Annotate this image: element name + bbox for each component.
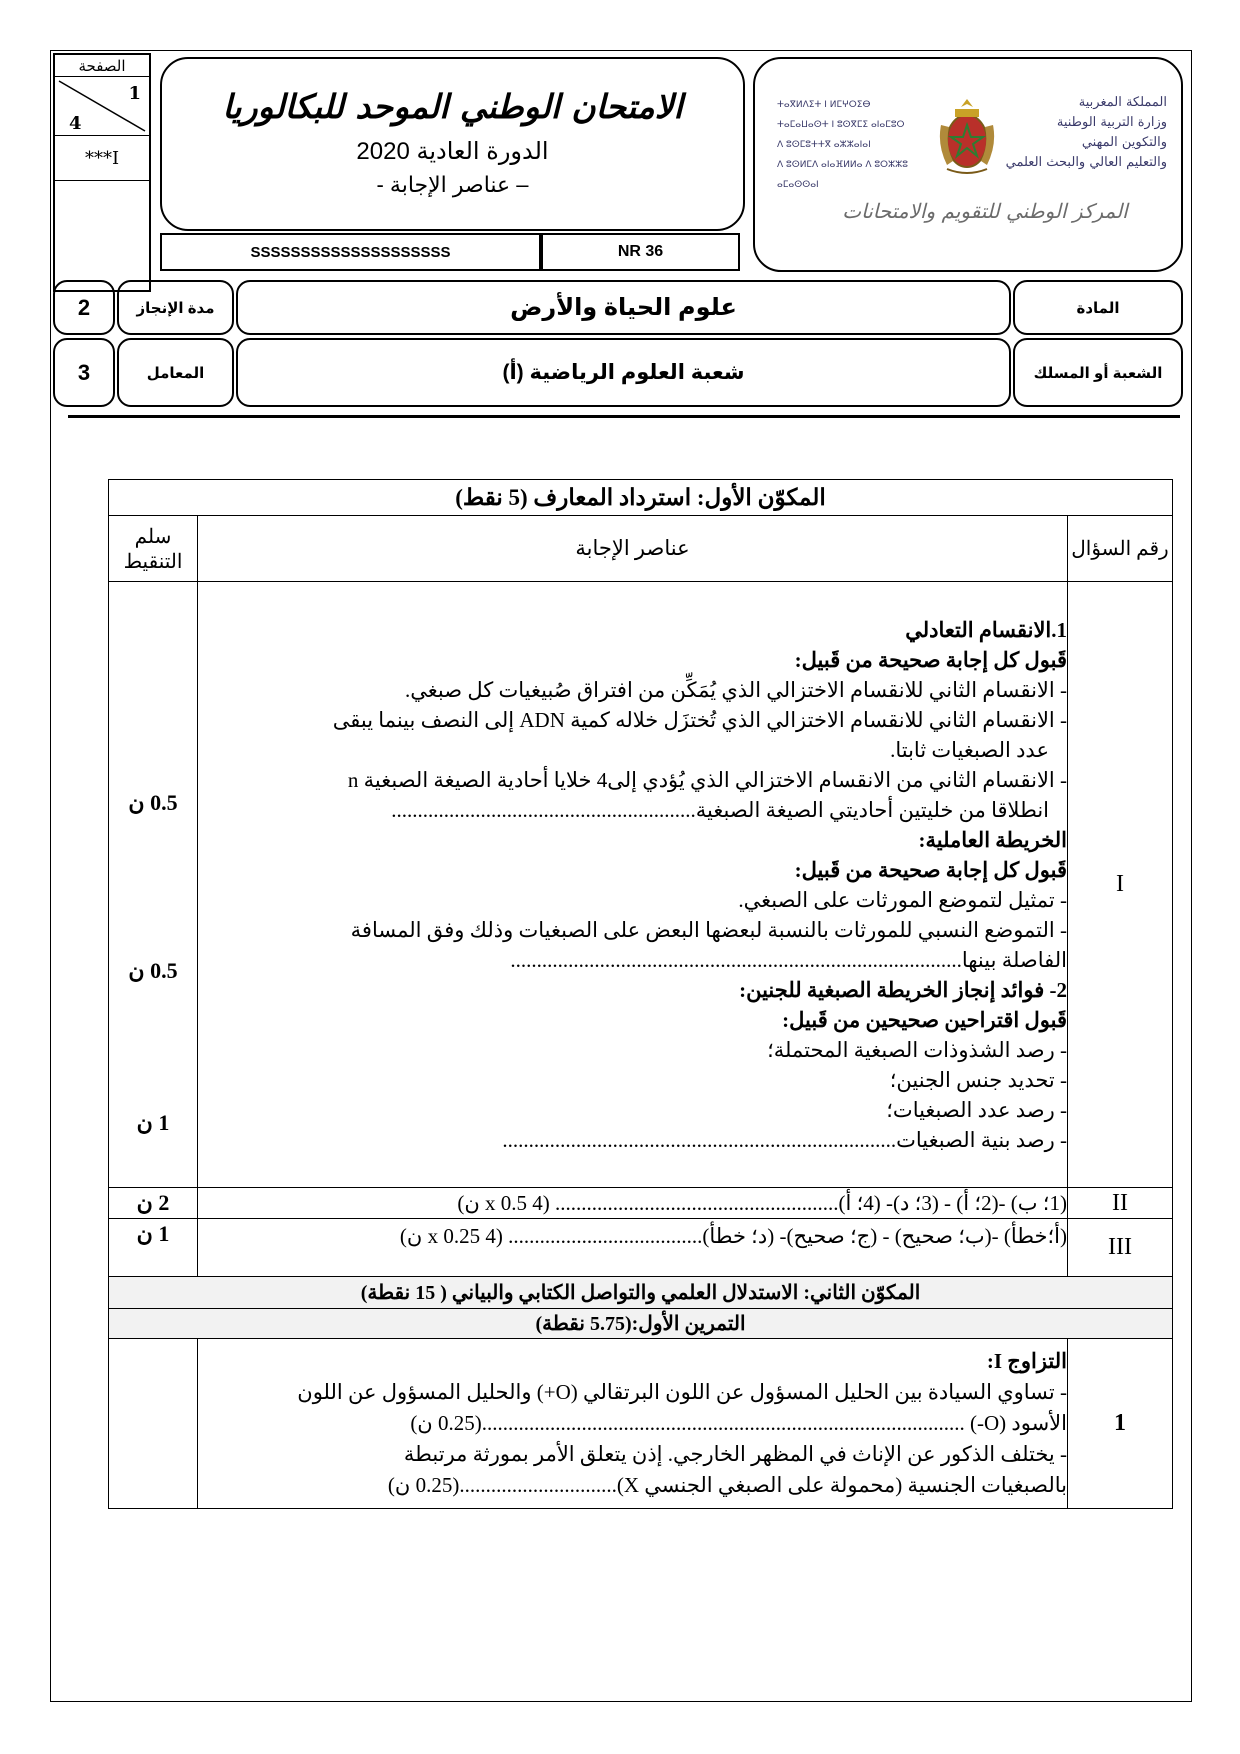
ministry-line: المملكة المغربية — [1078, 95, 1167, 110]
answer-heading: التزاوج I: — [986, 1349, 1067, 1373]
track-value: شعبة العلوم الرياضية (أ) — [236, 338, 1011, 407]
table-header-row — [109, 516, 1173, 582]
ministry-line: والتكوين المهني — [1081, 135, 1167, 150]
moroccan-coat-of-arms-icon — [933, 95, 1001, 177]
center-name: المركز الوطني للتقويم والامتحانات — [842, 199, 1128, 223]
answer-line: بالصبغيات الجنسية (محمولة على الصبغي الجنسي X)..............................(0.25 ن) — [387, 1473, 1067, 1497]
part1-title: المكوّن الأول: استرداد المعارف (5 نقط) — [109, 480, 1173, 516]
answer-heading: 2- فوائد إنجاز الخريطة الصبغية للجنين: — [739, 977, 1067, 1002]
col-question-header: رقم السؤال — [1068, 516, 1173, 582]
answer-line: - يختلف الذكور عن الإناث في المظهر الخارجي. إذن يتعلق الأمر بمورثة مرتبطة — [403, 1442, 1067, 1466]
table-row — [109, 1277, 1173, 1309]
answer-line: - الانقسام الثاني من الانقسام الاختزالي الذي يُؤدي إلى4 خلايا أحادية الصيغة الصبغية n — [347, 767, 1067, 792]
part2-title: المكوّن الثاني: الاستدلال العلمي والتواصل الكتابي والبياني ( 15 نقطة) — [109, 1277, 1173, 1309]
score-value: 1 ن — [136, 1110, 170, 1135]
tifinagh-line: ⴷ ⵓⵙⵎⵓⵜⵜⴳ ⴰⵣⵣⴰⵏⴰⵏ — [777, 140, 871, 150]
table-row — [109, 480, 1173, 516]
ministry-logo-box — [753, 57, 1183, 272]
answer-table — [108, 479, 1173, 1509]
table-row — [109, 1309, 1173, 1339]
code-right: NR 36 — [541, 233, 740, 271]
score-cell — [109, 582, 198, 1188]
subject-value: علوم الحياة والأرض — [236, 280, 1011, 335]
answer-line: عدد الصبغيات ثابتا. — [890, 737, 1049, 762]
header-divider — [68, 415, 1180, 418]
coef-value: 3 — [53, 338, 115, 407]
answer-line: - تحديد جنس الجنين؛ — [889, 1067, 1067, 1092]
answer-cell: (أ؛خطأ) -(ب؛ صحيح) - (ج؛ صحيح)- (د؛ خطأ)..................................... (4 x 0.25 ن) — [198, 1219, 1068, 1277]
page-label: الصفحة — [55, 55, 149, 77]
question-number: III — [1068, 1219, 1173, 1277]
table-row — [109, 1339, 1173, 1509]
answer-line: انطلاقا من خليتين أحاديتي الصيغة الصبغية.......................................................... — [391, 797, 1049, 822]
score-value: 2 ن — [109, 1188, 198, 1219]
answer-line: - الانقسام الثاني للانقسام الاختزالي الذي يُمَكِّن من افتراق صُبيغيات كل صبغي. — [405, 677, 1067, 702]
page-number-box — [53, 53, 151, 292]
score-value: 1 ن — [109, 1219, 198, 1277]
tifinagh-line: ⴷ ⵓⵙⵍⵎⴷ ⴰⵏⴰⴼⵍⵍⴰ ⴷ ⵓⵔⵣⵣⵓ ⴰⵎⴰⵙⵙⴰⵏ — [777, 160, 908, 190]
stars-code: ***I — [55, 135, 149, 181]
col-score-header: سلم التنقيط — [109, 516, 198, 582]
answer-line: - تساوي السيادة بين الحليل المسؤول عن اللون البرتقالي (O+) والحليل المسؤول عن اللون — [297, 1380, 1067, 1404]
answer-line: الأسود (O-) ............................................................................................(0.25 ن) — [410, 1411, 1067, 1435]
answer-heading: قَبول اقتراحين صحيحين من قَبيل: — [782, 1007, 1067, 1032]
table-row — [109, 1219, 1173, 1277]
table-row — [109, 582, 1173, 1188]
answer-heading: قَبول كل إجابة صحيحة من قَبيل: — [794, 857, 1067, 882]
question-number: II — [1068, 1188, 1173, 1219]
answer-line: الفاصلة بينها...................................................................................... — [510, 947, 1067, 972]
exercise1-title: التمرين الأول:(5.75 نقطة) — [109, 1309, 1173, 1339]
answer-line: - تمثيل لتموضع المورثات على الصبغي. — [738, 887, 1067, 912]
ministry-arabic — [997, 93, 1167, 173]
track-label: الشعبة أو المسلك — [1013, 338, 1183, 407]
exam-session: الدورة العادية 2020 — [356, 138, 549, 165]
answer-heading: 1.الانقسام التعادلي — [905, 617, 1067, 642]
score-value: 0.5 ن — [128, 790, 178, 815]
exam-title-box — [160, 57, 745, 231]
answer-elements-label: - عناصر الإجابة – — [376, 172, 529, 197]
duration-label: مدة الإنجاز — [117, 280, 234, 335]
table-row — [109, 1188, 1173, 1219]
answer-heading: الخريطة العاملية: — [918, 827, 1067, 852]
answer-line: - رصد الشذوذات الصبغية المحتملة؛ — [767, 1037, 1067, 1062]
answer-cell — [198, 1339, 1068, 1509]
answer-cell — [198, 582, 1068, 1188]
subject-label: المادة — [1013, 280, 1183, 335]
question-number: 1 — [1068, 1339, 1173, 1509]
code-left: SSSSSSSSSSSSSSSSSSSS — [160, 233, 541, 271]
exam-title: الامتحان الوطني الموحد للبكالوريا — [222, 87, 683, 126]
answer-cell: (1؛ ب) -(2؛ أ) - (3؛ د)- (4؛ أ)...................................................... (4 x 0.5 ن) — [198, 1188, 1068, 1219]
question-number: I — [1068, 582, 1173, 1188]
tifinagh-line: ⵜⴰⴳⵍⴷⵉⵜ ⵏ ⵍⵎⵖⵔⵉⴱ — [777, 100, 871, 110]
ministry-line: والتعليم العالي والبحث العلمي — [1005, 155, 1167, 170]
score-value: 0.5 ن — [128, 958, 178, 983]
coef-label: المعامل — [117, 338, 234, 407]
score-cell — [109, 1339, 198, 1509]
ministry-line: وزارة التربية الوطنية — [1056, 115, 1167, 130]
answer-line: - رصد بنية الصبغيات........................................................................... — [502, 1127, 1067, 1152]
page-num: 1 — [128, 83, 141, 104]
answer-line: - التموضع النسبي للمورثات بالنسبة لبعضها البعض على الصبغيات وذلك وفق المسافة — [350, 917, 1067, 942]
answer-line: - رصد عدد الصبغيات؛ — [886, 1097, 1067, 1122]
answer-heading: قَبول كل إجابة صحيحة من قَبيل: — [794, 647, 1067, 672]
tifinagh-line: ⵜⴰⵎⴰⵡⴰⵙⵜ ⵏ ⵓⵙⴳⵎⵉ ⴰⵏⴰⵎⵓⵔ — [777, 120, 905, 130]
duration-value: 2 — [53, 280, 115, 335]
answer-line: - الانقسام الثاني للانقسام الاختزالي الذي تُختزَل خلاله كمية ADN إلى النصف بينما يبقى — [332, 707, 1067, 732]
ministry-tifinagh — [777, 95, 917, 195]
col-answer-header: عناصر الإجابة — [198, 516, 1068, 582]
page-total: 4 — [69, 113, 82, 134]
